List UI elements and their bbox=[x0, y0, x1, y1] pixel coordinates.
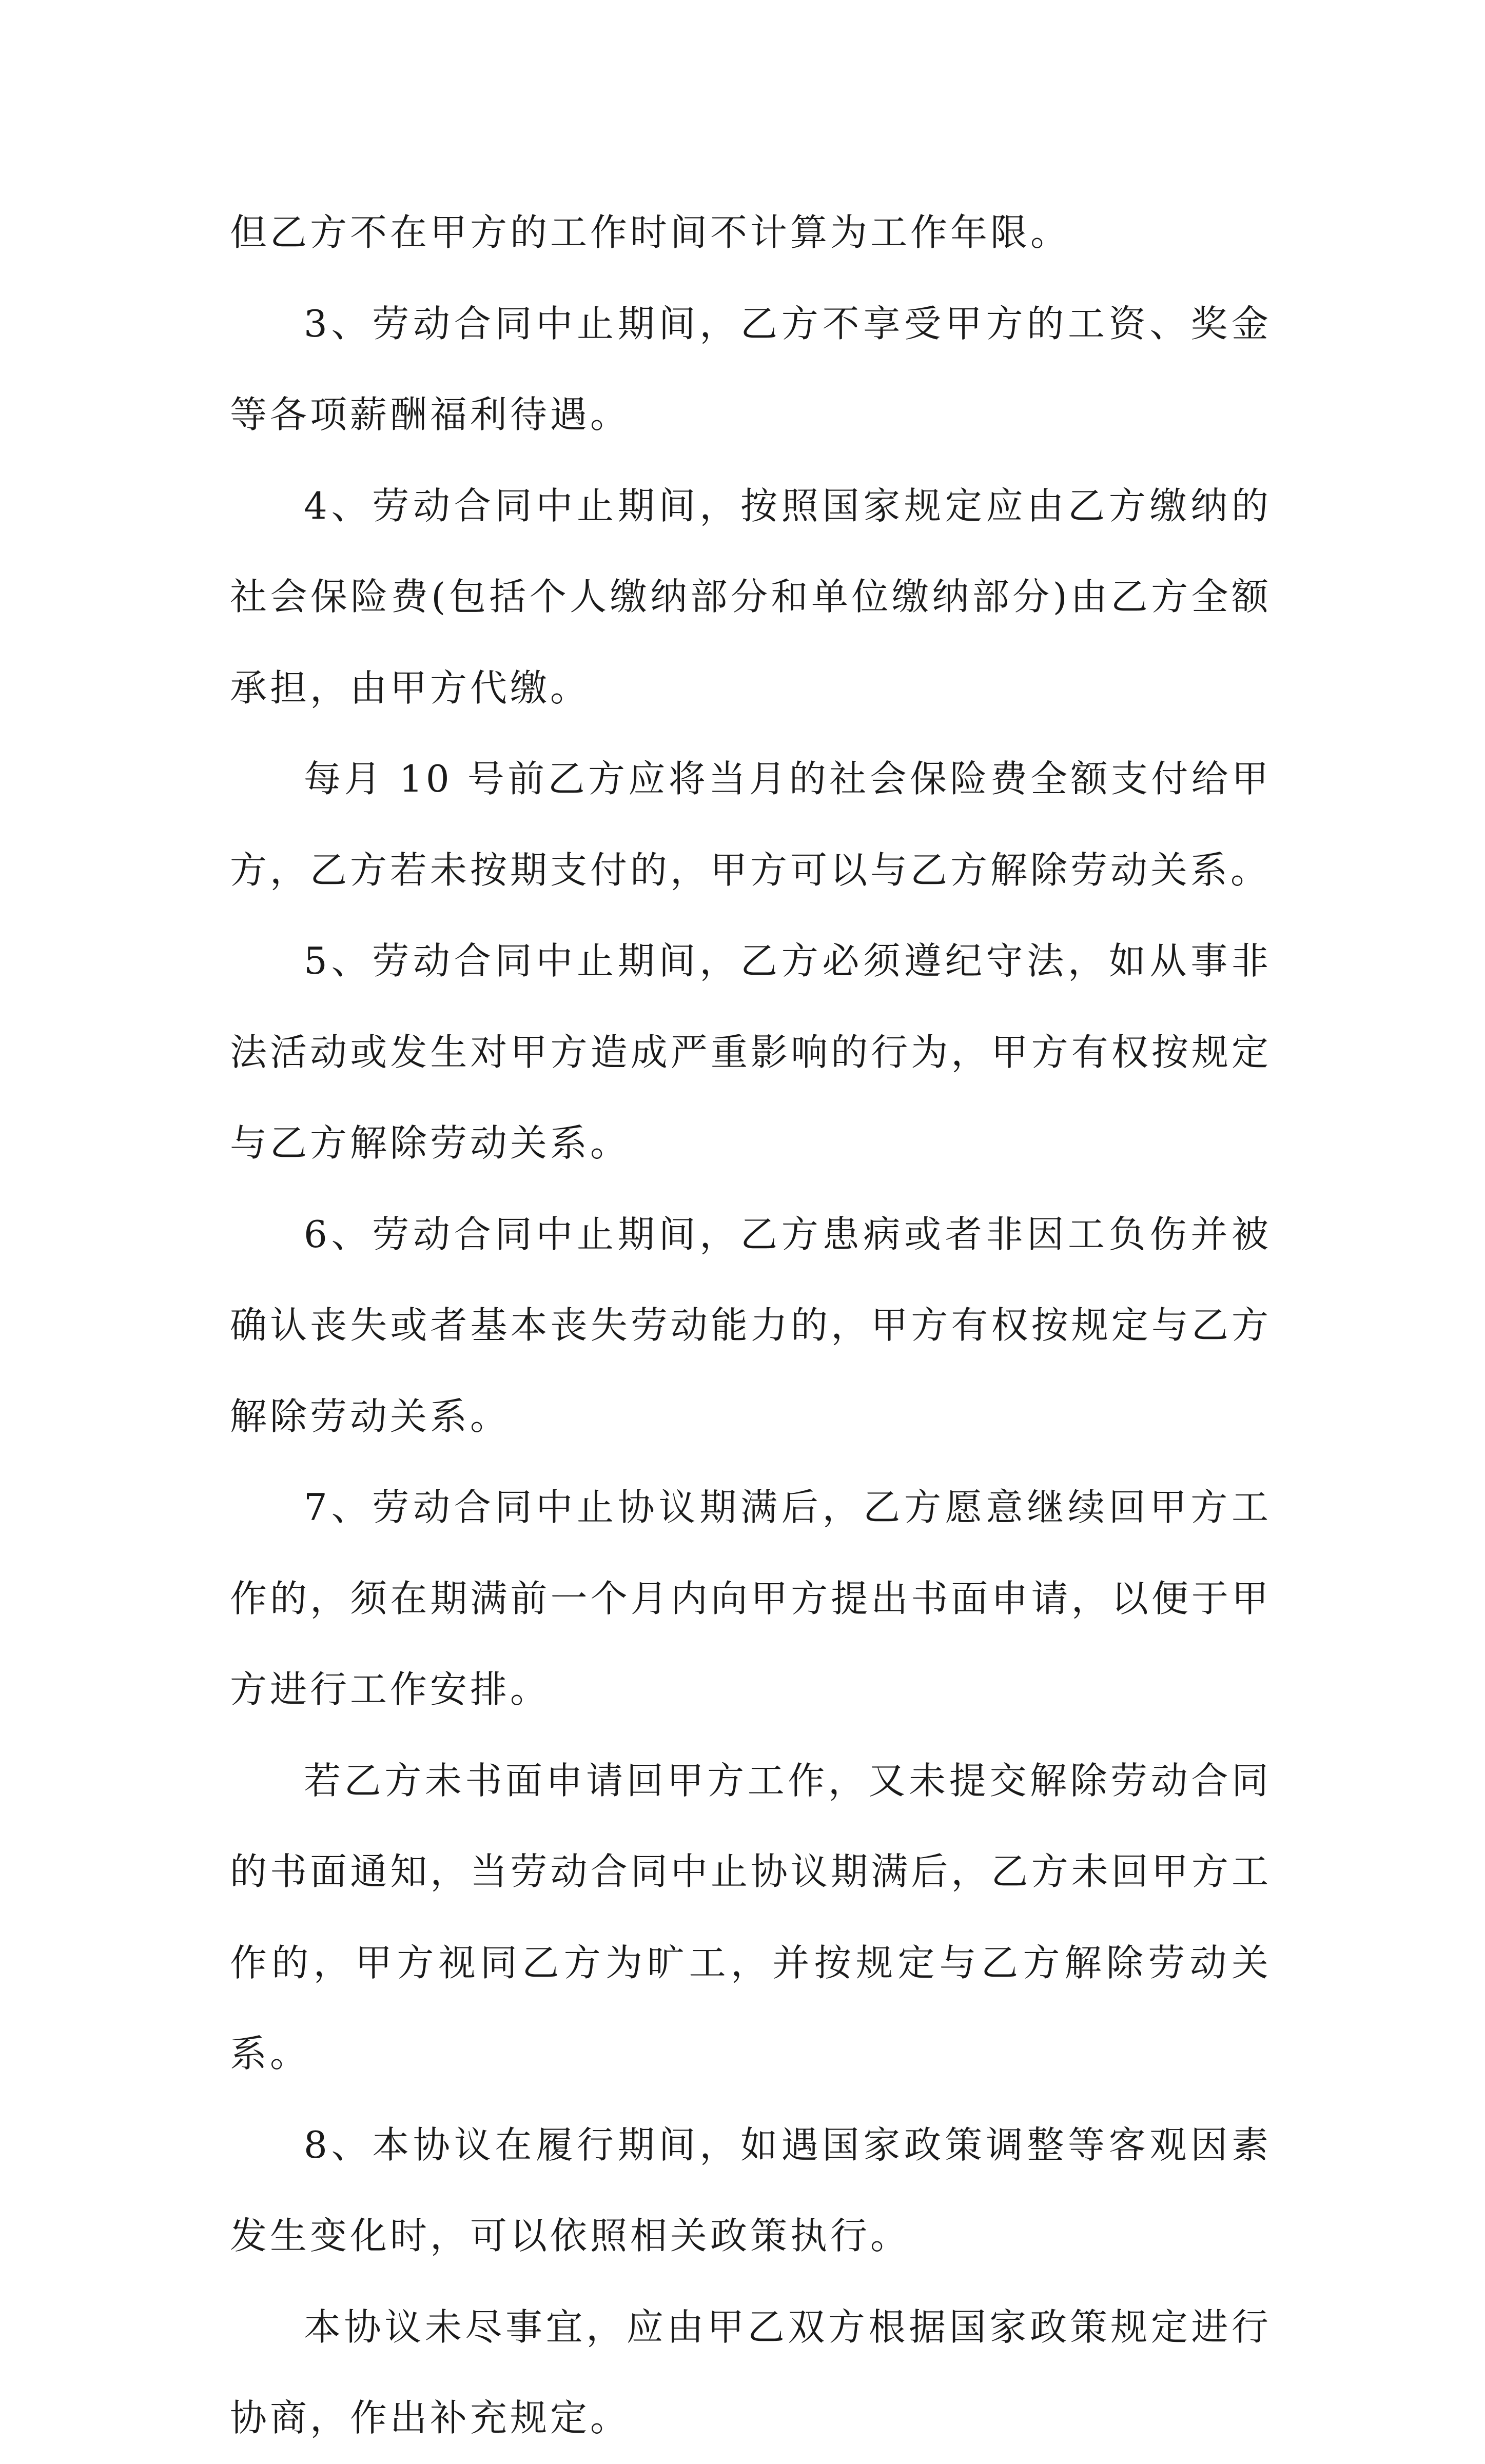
paragraph-monthly-payment: 每月 10 号前乙方应将当月的社会保险费全额支付给甲方，乙方若未按期支付的，甲方可以与乙方解除劳动关系。 bbox=[230, 757, 1272, 892]
paragraph-clause-7: 7、劳动合同中止协议期满后，乙方愿意继续回甲方工作的，须在期满前一个月内向甲方提出书面申请，以便于甲方进行工作安排。 bbox=[230, 1486, 1272, 1711]
paragraph-clause-3: 3、劳动合同中止期间，乙方不享受甲方的工资、奖金等各项薪酬福利待遇。 bbox=[230, 302, 1272, 436]
paragraph-clause-4: 4、劳动合同中止期间，按照国家规定应由乙方缴纳的社会保险费(包括个人缴纳部分和单位缴纳部分)由乙方全额承担，由甲方代缴。 bbox=[230, 484, 1272, 709]
paragraph-clause-8: 8、本协议在履行期间，如遇国家政策调整等客观因素发生变化时，可以依照相关政策执行。 bbox=[230, 2123, 1272, 2257]
paragraph-no-application: 若乙方未书面申请回甲方工作，又未提交解除劳动合同的书面通知，当劳动合同中止协议期满后，乙方未回甲方工作的，甲方视同乙方为旷工，并按规定与乙方解除劳动关系。 bbox=[230, 1759, 1272, 2075]
paragraph-clause-6: 6、劳动合同中止期间，乙方患病或者非因工负伤并被确认丧失或者基本丧失劳动能力的，甲方有权按规定与乙方解除劳动关系。 bbox=[230, 1212, 1272, 1438]
paragraph-supplementary: 本协议未尽事宜，应由甲乙双方根据国家政策规定进行协商，作出补充规定。 bbox=[230, 2305, 1272, 2439]
document-body bbox=[230, 187, 1272, 2464]
paragraph-work-years: 但乙方不在甲方的工作时间不计算为工作年限。 bbox=[230, 211, 1071, 254]
paragraph-clause-5: 5、劳动合同中止期间，乙方必须遵纪守法，如从事非法活动或发生对甲方造成严重影响的行为，甲方有权按规定与乙方解除劳动关系。 bbox=[230, 939, 1272, 1165]
